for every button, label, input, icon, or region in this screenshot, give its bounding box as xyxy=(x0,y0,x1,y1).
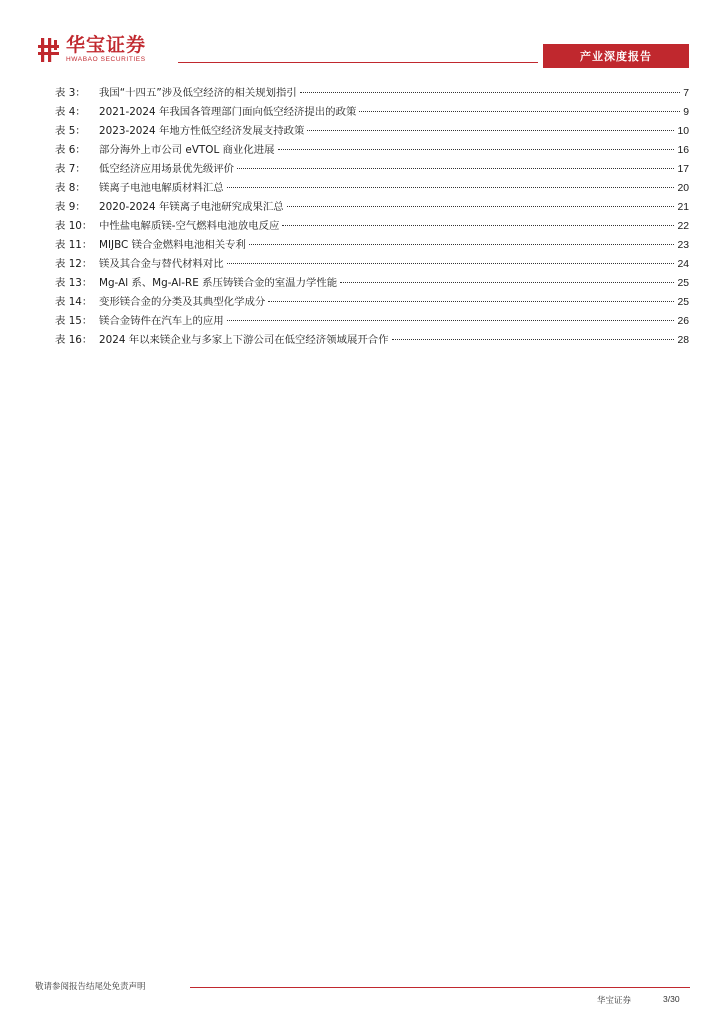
toc-entry[interactable] xyxy=(55,122,689,141)
toc-entry-title: 低空经济应用场景优先级评价 xyxy=(99,163,235,175)
toc-entry-title: 部分海外上市公司 eVTOL 商业化进展 xyxy=(99,144,275,156)
toc-entry-label: 表 5： xyxy=(55,125,86,137)
toc-entry-title: 镁离子电池电解质材料汇总 xyxy=(99,182,224,194)
toc-entry-page: 25 xyxy=(677,278,689,289)
toc-entry-page: 9 xyxy=(683,107,689,118)
footer-company: 华宝证券 xyxy=(597,996,632,1006)
toc-dot-leader xyxy=(392,339,675,340)
toc-entry-page: 28 xyxy=(677,335,689,346)
toc-entry-title: 变形镁合金的分类及其典型化学成分 xyxy=(99,296,266,308)
toc-entry-page: 22 xyxy=(677,221,689,232)
toc-entry[interactable] xyxy=(55,141,689,160)
logo-name-en: HWABAO SECURITIES xyxy=(66,56,146,64)
toc-entry-label: 表 4： xyxy=(55,106,86,118)
logo-text-block xyxy=(66,36,146,64)
toc-entry-label: 表 15： xyxy=(55,315,93,327)
toc-dot-leader xyxy=(287,206,675,207)
toc-entry-label: 表 7： xyxy=(55,163,86,175)
toc-entry-title: MIJBC 镁合金燃料电池相关专利 xyxy=(99,239,246,251)
footer-disclaimer: 敬请参阅报告结尾处免责声明 xyxy=(35,982,146,992)
toc-dot-leader xyxy=(300,92,680,93)
table-of-contents xyxy=(55,84,689,350)
toc-entry-page: 16 xyxy=(677,145,689,156)
toc-entry-page: 17 xyxy=(677,164,689,175)
toc-entry-label: 表 9： xyxy=(55,201,86,213)
toc-entry-page: 7 xyxy=(683,88,689,99)
toc-entry-label: 表 14： xyxy=(55,296,93,308)
toc-entry[interactable] xyxy=(55,236,689,255)
logo-name-cn: 华宝证券 xyxy=(66,34,147,57)
toc-dot-leader xyxy=(249,244,675,245)
toc-entry-title: 镁及其合金与替代材料对比 xyxy=(99,258,224,270)
toc-entry-page: 10 xyxy=(677,126,689,137)
toc-entry-title: 2020-2024 年镁离子电池研究成果汇总 xyxy=(99,201,284,213)
toc-entry-title: 镁合金铸件在汽车上的应用 xyxy=(99,315,224,327)
toc-dot-leader xyxy=(340,282,674,283)
toc-entry[interactable] xyxy=(55,160,689,179)
toc-entry-label: 表 8： xyxy=(55,182,86,194)
toc-entry-label: 表 10： xyxy=(55,220,93,232)
toc-entry[interactable] xyxy=(55,84,689,103)
toc-entry[interactable] xyxy=(55,293,689,312)
company-logo xyxy=(38,36,146,64)
footer-page-number: 3/30 xyxy=(663,994,680,1004)
toc-dot-leader xyxy=(268,301,674,302)
toc-entry-page: 21 xyxy=(677,202,689,213)
toc-entry-title: Mg-Al 系、Mg-Al-RE 系压铸镁合金的室温力学性能 xyxy=(99,277,338,289)
hwabao-logo-icon xyxy=(38,36,60,64)
toc-entry[interactable] xyxy=(55,255,689,274)
toc-entry-label: 表 12： xyxy=(55,258,93,270)
toc-entry-page: 20 xyxy=(677,183,689,194)
toc-dot-leader xyxy=(307,130,674,131)
toc-entry[interactable] xyxy=(55,103,689,122)
toc-dot-leader xyxy=(227,320,675,321)
toc-dot-leader xyxy=(278,149,675,150)
toc-entry-title: 2023-2024 年地方性低空经济发展支持政策 xyxy=(99,125,305,137)
toc-entry-title: 中性盐电解质镁-空气燃料电池放电反应 xyxy=(99,220,280,232)
toc-dot-leader xyxy=(359,111,680,112)
toc-entry[interactable] xyxy=(55,331,689,350)
toc-entry-label: 表 11： xyxy=(55,239,93,251)
toc-dot-leader xyxy=(237,168,674,169)
toc-entry-title: 我国“十四五”涉及低空经济的相关规划指引 xyxy=(99,87,297,99)
page-header xyxy=(0,0,724,72)
toc-dot-leader xyxy=(227,263,675,264)
toc-entry-label: 表 13： xyxy=(55,277,93,289)
toc-entry-page: 25 xyxy=(677,297,689,308)
toc-entry-label: 表 16： xyxy=(55,334,93,346)
toc-entry-title: 2021-2024 年我国各管理部门面向低空经济提出的政策 xyxy=(99,106,357,118)
toc-entry-page: 24 xyxy=(677,259,689,270)
report-type-badge: 产业深度报告 xyxy=(543,44,689,68)
toc-entry-label: 表 3： xyxy=(55,87,86,99)
toc-dot-leader xyxy=(282,225,674,226)
toc-entry[interactable] xyxy=(55,312,689,331)
toc-entry-title: 2024 年以来镁企业与多家上下游公司在低空经济领域展开合作 xyxy=(99,334,389,346)
toc-entry-page: 26 xyxy=(677,316,689,327)
toc-dot-leader xyxy=(227,187,675,188)
toc-entry[interactable] xyxy=(55,198,689,217)
footer-divider xyxy=(190,987,690,988)
toc-entry-label: 表 6： xyxy=(55,144,86,156)
toc-entry-page: 23 xyxy=(677,240,689,251)
toc-entry[interactable] xyxy=(55,274,689,293)
header-divider xyxy=(178,62,538,63)
toc-entry[interactable] xyxy=(55,179,689,198)
toc-entry[interactable] xyxy=(55,217,689,236)
